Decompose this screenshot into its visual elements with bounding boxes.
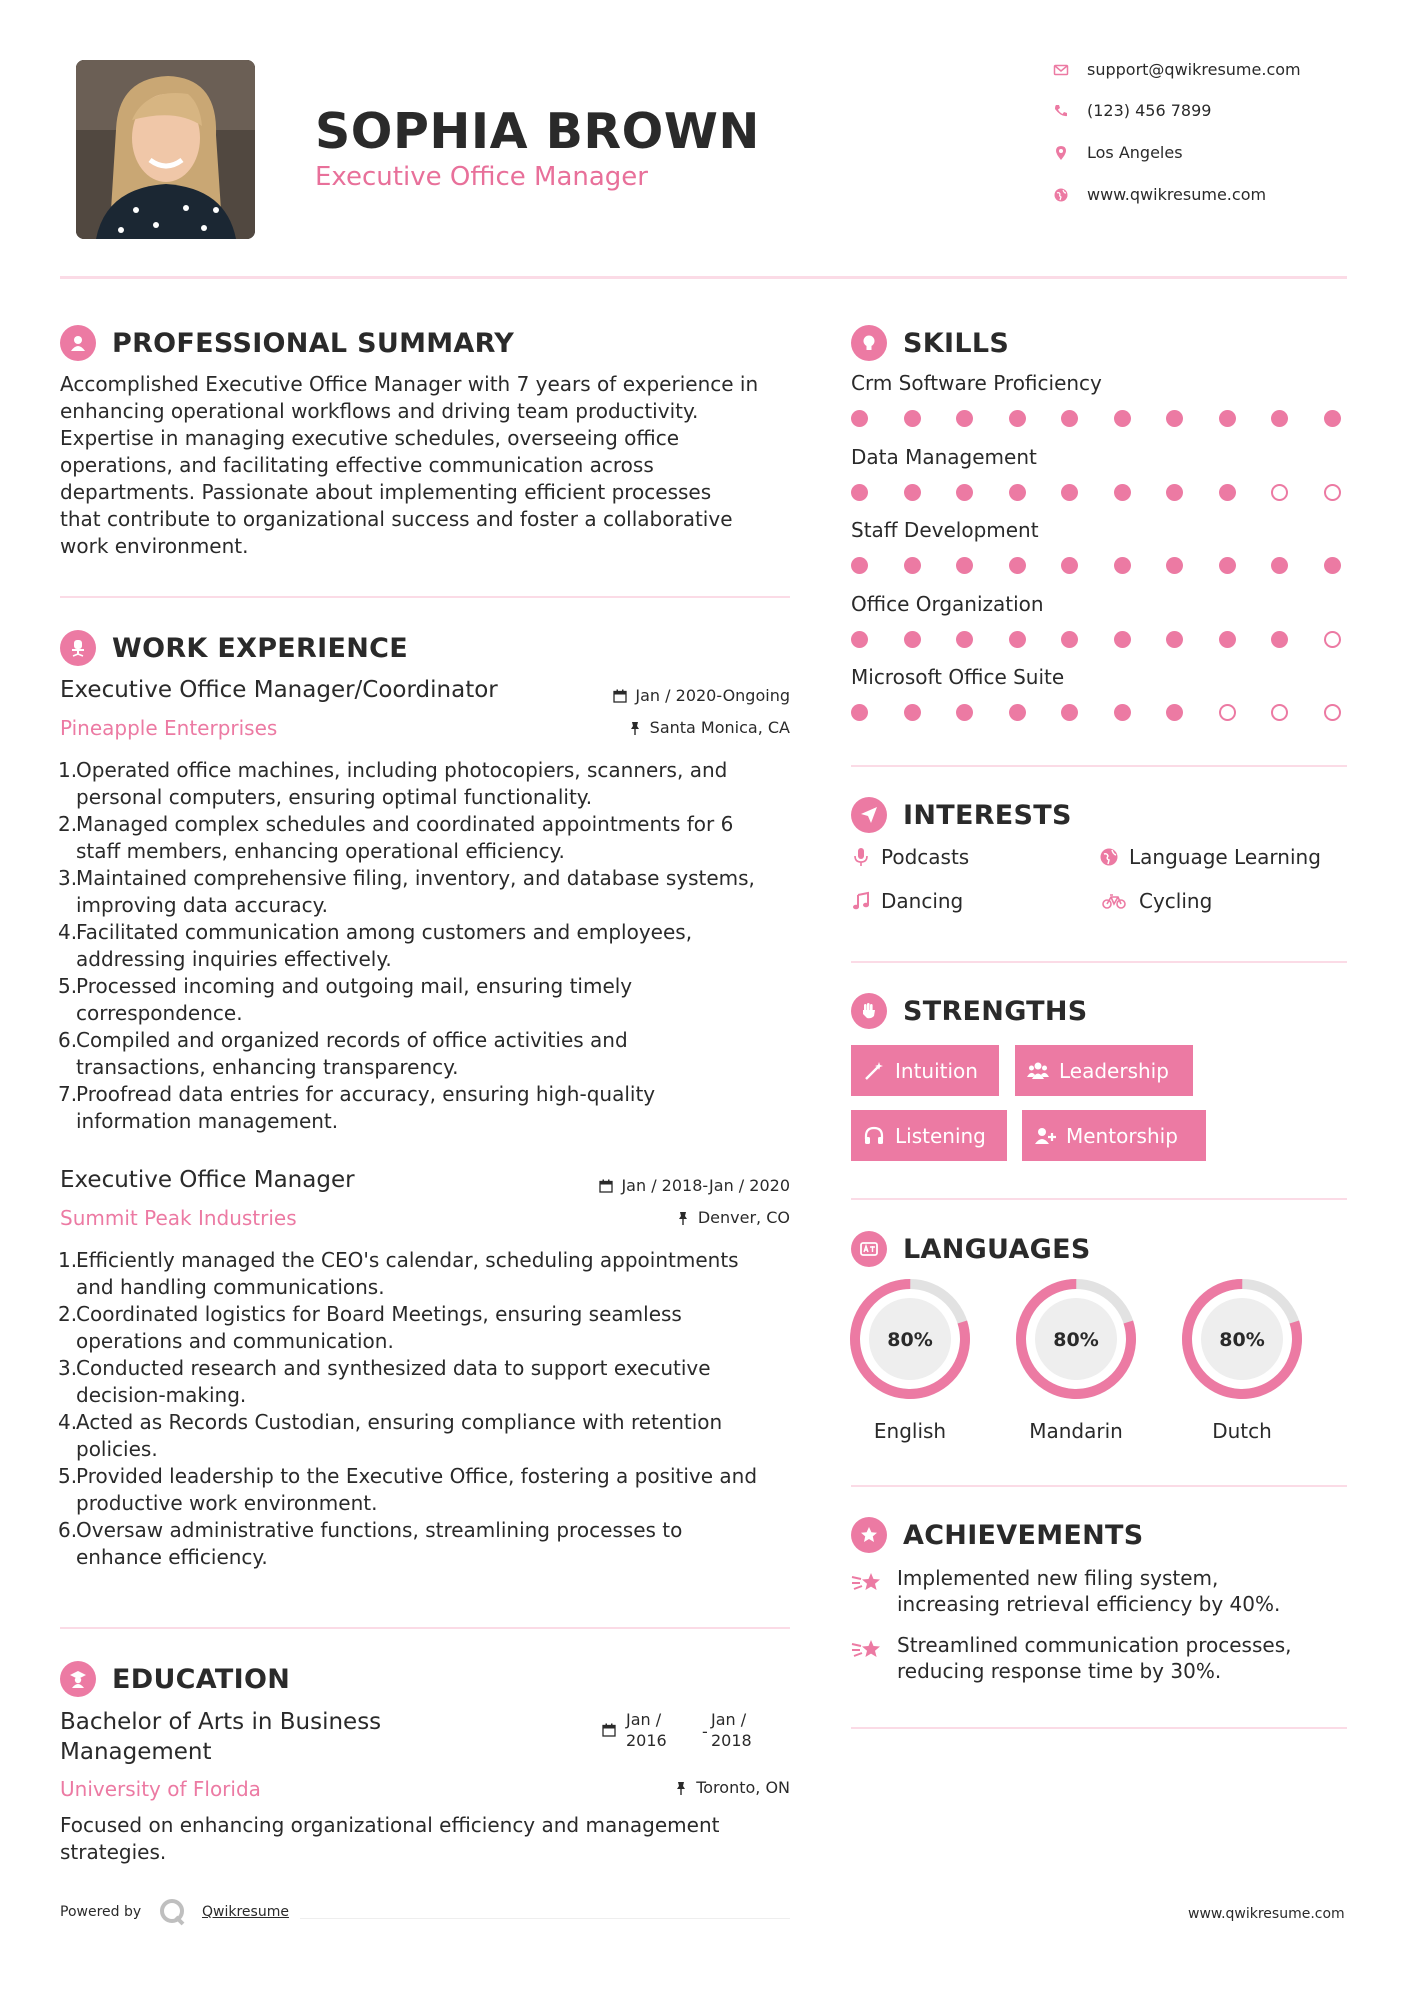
section-divider — [851, 961, 1347, 963]
phone-text: (123) 456 7899 — [1087, 101, 1212, 120]
skills-header — [851, 325, 1009, 361]
date-line: 2018 — [711, 1731, 752, 1750]
duty-line: Proofread data entries for accuracy, ensuring high-quality — [76, 1082, 656, 1106]
duty-line: Acted as Records Custodian, ensuring compliance with retention — [76, 1410, 723, 1434]
date-line: 2016 — [626, 1731, 667, 1750]
paper-plane-icon — [851, 797, 887, 833]
briefcase-chair-icon — [60, 630, 96, 666]
strength-label: Leadership — [1059, 1058, 1169, 1083]
job-duties — [58, 757, 798, 1135]
rating-dot-empty — [1219, 704, 1236, 721]
date-line: Jan / — [626, 1710, 662, 1729]
rating-dot-filled — [1219, 484, 1236, 501]
summary-line: that contribute to organizational success and foster a collaborative — [60, 507, 733, 531]
skill-rating — [851, 557, 1341, 574]
company-name: Pineapple Enterprises — [60, 716, 278, 740]
contact-website[interactable] — [1053, 185, 1266, 204]
header-divider — [60, 276, 1347, 279]
list-item — [58, 757, 798, 811]
rating-dot-filled — [1061, 557, 1078, 574]
rating-dot-filled — [1219, 410, 1236, 427]
list-item — [58, 1301, 798, 1355]
list-number: 1. — [58, 1248, 78, 1272]
skill-item — [851, 445, 1341, 501]
job-date-text: Jan / 2020-Ongoing — [635, 686, 790, 705]
skill-name: Crm Software Proficiency — [851, 371, 1102, 395]
interests-heading: INTERESTS — [903, 799, 1072, 831]
language-card-icon — [851, 1231, 887, 1267]
skill-name: Data Management — [851, 444, 1037, 469]
pushpin-icon — [628, 721, 642, 735]
list-number: 4. — [58, 920, 78, 944]
rating-dot-filled — [1324, 410, 1341, 427]
powered-by-label: Powered by — [60, 1904, 142, 1920]
language-name: Mandarin — [1029, 1419, 1123, 1443]
interest-label: Language Learning — [1129, 845, 1321, 869]
list-item — [58, 1081, 798, 1135]
skill-name: Microsoft Office Suite — [851, 665, 1065, 689]
user-circle-icon — [60, 325, 96, 361]
list-item — [58, 1027, 798, 1081]
language-name: Dutch — [1212, 1419, 1272, 1443]
graduate-icon — [60, 1661, 96, 1697]
rating-dot-filled — [1009, 410, 1026, 427]
skill-item — [851, 371, 1341, 427]
rating-dot-empty — [1324, 704, 1341, 721]
user-plus-icon — [1034, 1125, 1056, 1147]
duty-line: operations and communication. — [76, 1329, 394, 1353]
duty-line: Coordinated logistics for Board Meetings, ensuring seamless — [76, 1302, 682, 1326]
rating-dot-filled — [851, 484, 868, 501]
rating-dot-filled — [1009, 704, 1026, 721]
interest-item-language-learning — [1099, 845, 1321, 869]
section-divider — [851, 765, 1347, 767]
interest-label: Cycling — [1139, 889, 1213, 913]
duty-line: staff members, enhancing operational efficiency. — [76, 839, 565, 863]
interest-item-dancing — [851, 889, 963, 913]
duty-line: Managed complex schedules and coordinated appointments for 6 — [76, 812, 734, 836]
qwikresume-logo-icon — [158, 1897, 188, 1927]
rating-dot-filled — [1061, 410, 1078, 427]
music-note-icon — [851, 891, 871, 911]
globe-icon — [1099, 847, 1119, 867]
skills-heading: SKILLS — [903, 327, 1010, 359]
rating-dot-empty — [1271, 484, 1288, 501]
list-item — [58, 919, 798, 973]
job-date — [540, 1176, 790, 1195]
rating-dot-filled — [1271, 557, 1288, 574]
degree-title — [60, 1707, 381, 1767]
list-item — [58, 1247, 798, 1301]
duty-line: improving data accuracy. — [76, 893, 329, 917]
duty-line: Operated office machines, including photocopiers, scanners, and — [76, 758, 728, 782]
date-separator: - — [702, 1722, 708, 1741]
list-item — [58, 973, 798, 1027]
qwikresume-link[interactable]: Qwikresume — [202, 1904, 289, 1920]
headphones-icon — [863, 1125, 885, 1147]
rating-dot-filled — [1271, 410, 1288, 427]
duty-line: information management. — [76, 1109, 339, 1133]
degree-line: Bachelor of Arts in Business — [60, 1709, 382, 1735]
rating-dot-filled — [1114, 704, 1131, 721]
rating-dot-filled — [1324, 557, 1341, 574]
strength-label: Intuition — [895, 1058, 978, 1083]
skill-name: Office Organization — [851, 591, 1044, 616]
shooting-star-icon — [851, 1634, 885, 1664]
summary-line: work environment. — [60, 534, 249, 558]
pushpin-icon — [674, 1781, 688, 1795]
candidate-name: SOPHIA BROWN — [315, 103, 760, 160]
rating-dot-filled — [1166, 704, 1183, 721]
strengths-header — [851, 993, 1088, 1029]
duty-line: Facilitated communication among customers and employees, — [76, 920, 693, 944]
list-item — [58, 1463, 798, 1517]
website-text: www.qwikresume.com — [1087, 185, 1267, 204]
achievement-line: reducing response time by 30%. — [897, 1659, 1222, 1683]
language-percent: 80% — [1219, 1329, 1265, 1351]
rating-dot-filled — [956, 704, 973, 721]
star-badge-icon — [851, 1517, 887, 1553]
language-item — [996, 1269, 1156, 1443]
duty-line: Processed incoming and outgoing mail, ensuring timely — [76, 974, 633, 998]
rating-dot-filled — [851, 410, 868, 427]
strength-badge-leadership — [1015, 1045, 1193, 1096]
duty-line: decision-making. — [76, 1383, 247, 1407]
duty-line: enhance efficiency. — [76, 1545, 268, 1569]
location-text: Los Angeles — [1087, 143, 1183, 162]
edu-location — [540, 1778, 790, 1797]
envelope-icon — [1053, 62, 1069, 78]
rating-dot-filled — [1009, 557, 1026, 574]
summary-line: departments. Passionate about implementing efficient processes — [60, 480, 712, 504]
rating-dot-filled — [1166, 557, 1183, 574]
rating-dot-filled — [1009, 631, 1026, 648]
strength-badge-intuition — [851, 1045, 999, 1096]
education-header — [60, 1661, 290, 1697]
duty-line: policies. — [76, 1437, 158, 1461]
strengths-heading: STRENGTHS — [903, 995, 1088, 1027]
duty-line: Compiled and organized records of office activities and — [76, 1028, 628, 1052]
experience-heading: WORK EXPERIENCE — [112, 632, 408, 664]
rating-dot-filled — [1061, 631, 1078, 648]
job-title: Executive Office Manager — [60, 1167, 355, 1193]
rating-dot-filled — [851, 704, 868, 721]
list-item — [58, 1355, 798, 1409]
section-divider — [60, 1627, 790, 1629]
achievement-line: Streamlined communication processes, — [897, 1633, 1292, 1657]
job-location — [540, 1208, 790, 1227]
rating-dot-filled — [904, 484, 921, 501]
language-ring — [1162, 1269, 1322, 1409]
interest-label: Dancing — [881, 889, 964, 913]
summary-text — [60, 371, 800, 560]
strength-badge-mentorship — [1022, 1110, 1206, 1161]
interest-item-cycling — [1099, 889, 1212, 913]
skill-item — [851, 665, 1341, 721]
list-item — [58, 865, 798, 919]
interest-item-podcasts — [851, 845, 969, 869]
job-location-text: Santa Monica, CA — [649, 718, 790, 737]
achievement-item — [851, 1632, 1351, 1684]
rating-dot-filled — [1271, 631, 1288, 648]
phone-icon — [1053, 103, 1069, 119]
rating-dot-filled — [851, 631, 868, 648]
list-number: 5. — [58, 974, 78, 998]
achievements-header — [851, 1517, 1144, 1553]
desc-line: strategies. — [60, 1840, 167, 1864]
interest-label: Podcasts — [881, 845, 970, 869]
rating-dot-filled — [904, 631, 921, 648]
section-divider — [851, 1727, 1347, 1729]
rating-dot-filled — [1114, 557, 1131, 574]
map-pin-icon — [1053, 145, 1069, 161]
experience-header — [60, 630, 408, 666]
edu-end-date — [711, 1709, 752, 1751]
interests-header — [851, 797, 1072, 833]
list-number: 2. — [58, 1302, 78, 1326]
list-number: 6. — [58, 1518, 78, 1542]
profile-photo — [76, 60, 255, 239]
list-number: 6. — [58, 1028, 78, 1052]
list-number: 3. — [58, 1356, 78, 1380]
section-divider — [60, 596, 790, 598]
list-number: 3. — [58, 866, 78, 890]
contact-email[interactable] — [1053, 60, 1301, 79]
rating-dot-filled — [851, 557, 868, 574]
achievements-heading: ACHIEVEMENTS — [903, 1519, 1144, 1551]
footer-website-link[interactable]: www.qwikresume.com — [1188, 1906, 1345, 1922]
language-percent: 80% — [1053, 1329, 1099, 1351]
skill-item — [851, 592, 1341, 648]
rating-dot-filled — [904, 704, 921, 721]
duty-line: Maintained comprehensive filing, inventory, and database systems, — [76, 866, 755, 890]
bicycle-icon — [1099, 891, 1129, 911]
list-number: 2. — [58, 812, 78, 836]
rating-dot-empty — [1324, 631, 1341, 648]
language-ring — [830, 1269, 990, 1409]
duty-line: Provided leadership to the Executive Office, fostering a positive and — [76, 1464, 758, 1488]
language-percent: 80% — [887, 1329, 933, 1351]
job-date — [540, 686, 790, 705]
pushpin-icon — [676, 1211, 690, 1225]
achievement-line: increasing retrieval efficiency by 40%. — [897, 1592, 1281, 1616]
language-item — [830, 1269, 990, 1443]
strength-badge-listening — [851, 1110, 1007, 1161]
summary-header — [60, 325, 514, 361]
skill-name: Staff Development — [851, 518, 1039, 542]
candidate-title: Executive Office Manager — [315, 162, 648, 192]
list-item — [58, 1409, 798, 1463]
company-name: Summit Peak Industries — [60, 1206, 297, 1230]
duty-line: and handling communications. — [76, 1275, 385, 1299]
section-divider — [851, 1485, 1347, 1487]
rating-dot-filled — [1219, 631, 1236, 648]
summary-line: operations, and facilitating effective communication across — [60, 453, 654, 477]
calendar-icon — [599, 1179, 613, 1193]
duty-line: productive work environment. — [76, 1491, 378, 1515]
rating-dot-filled — [1061, 704, 1078, 721]
rating-dot-filled — [904, 410, 921, 427]
calendar-icon — [613, 689, 627, 703]
globe-icon — [1053, 187, 1069, 203]
rating-dot-filled — [956, 410, 973, 427]
calendar-icon — [602, 1722, 616, 1741]
lightbulb-icon — [851, 325, 887, 361]
job-location-text: Denver, CO — [697, 1208, 790, 1227]
job-title: Executive Office Manager/Coordinator — [60, 677, 498, 703]
rating-dot-filled — [956, 631, 973, 648]
language-item — [1162, 1269, 1322, 1443]
section-divider — [851, 1198, 1347, 1200]
list-number: 1. — [58, 758, 78, 782]
desc-line: Focused on enhancing organizational efficiency and management — [60, 1813, 720, 1837]
duty-line: Efficiently managed the CEO's calendar, scheduling appointments — [76, 1248, 739, 1272]
language-name: English — [873, 1419, 947, 1443]
languages-heading: LANGUAGES — [903, 1233, 1091, 1265]
education-heading: EDUCATION — [112, 1663, 291, 1695]
language-ring — [996, 1269, 1156, 1409]
rating-dot-empty — [1271, 704, 1288, 721]
rating-dot-filled — [1166, 410, 1183, 427]
skill-rating — [851, 484, 1341, 501]
summary-line: Accomplished Executive Office Manager with 7 years of experience in — [60, 372, 759, 396]
list-number: 7. — [58, 1082, 78, 1106]
hand-fist-icon — [851, 993, 887, 1029]
list-item — [58, 811, 798, 865]
duty-line: correspondence. — [76, 1001, 243, 1025]
achievement-line: Implemented new filing system, — [897, 1566, 1219, 1590]
skill-rating — [851, 410, 1341, 427]
skill-rating — [851, 631, 1341, 648]
duty-line: Conducted research and synthesized data to support executive — [76, 1356, 711, 1380]
users-icon — [1027, 1060, 1049, 1082]
contact-location — [1053, 143, 1183, 162]
rating-dot-filled — [956, 557, 973, 574]
edu-start-date — [626, 1709, 667, 1751]
duty-line: personal computers, ensuring optimal functionality. — [76, 785, 593, 809]
shooting-star-icon — [851, 1567, 885, 1597]
duty-line: Oversaw administrative functions, streamlining processes to — [76, 1518, 683, 1542]
email-text: support@qwikresume.com — [1087, 60, 1301, 79]
languages-header — [851, 1231, 1091, 1267]
rating-dot-filled — [1009, 484, 1026, 501]
microphone-icon — [851, 847, 871, 867]
edu-location-text: Toronto, ON — [696, 1778, 790, 1797]
rating-dot-filled — [1114, 631, 1131, 648]
degree-line: Management — [60, 1739, 212, 1765]
list-item — [58, 1517, 798, 1571]
education-description — [60, 1812, 800, 1866]
skill-rating — [851, 704, 1341, 721]
rating-dot-filled — [1166, 631, 1183, 648]
footer-divider — [300, 1918, 790, 1919]
summary-line: Expertise in managing executive schedules, overseeing office — [60, 426, 680, 450]
school-name: University of Florida — [60, 1777, 261, 1801]
strength-label: Listening — [895, 1123, 986, 1148]
rating-dot-filled — [1219, 557, 1236, 574]
rating-dot-filled — [1166, 484, 1183, 501]
magic-wand-icon — [863, 1060, 885, 1082]
rating-dot-filled — [904, 557, 921, 574]
job-date-text: Jan / 2018-Jan / 2020 — [621, 1176, 790, 1195]
contact-phone[interactable] — [1053, 101, 1211, 120]
summary-line: enhancing operational workflows and driving team productivity. — [60, 399, 699, 423]
skill-item — [851, 518, 1341, 574]
list-number: 5. — [58, 1464, 78, 1488]
summary-heading: PROFESSIONAL SUMMARY — [112, 327, 515, 359]
job-duties — [58, 1247, 798, 1571]
duty-line: addressing inquiries effectively. — [76, 947, 392, 971]
strength-label: Mentorship — [1066, 1123, 1178, 1148]
duty-line: transactions, enhancing transparency. — [76, 1055, 459, 1079]
job-location — [540, 718, 790, 737]
rating-dot-filled — [956, 484, 973, 501]
date-line: Jan / — [711, 1710, 747, 1729]
achievement-item — [851, 1565, 1351, 1617]
rating-dot-filled — [1114, 410, 1131, 427]
rating-dot-filled — [1114, 484, 1131, 501]
rating-dot-empty — [1324, 484, 1341, 501]
rating-dot-filled — [1061, 484, 1078, 501]
list-number: 4. — [58, 1410, 78, 1434]
